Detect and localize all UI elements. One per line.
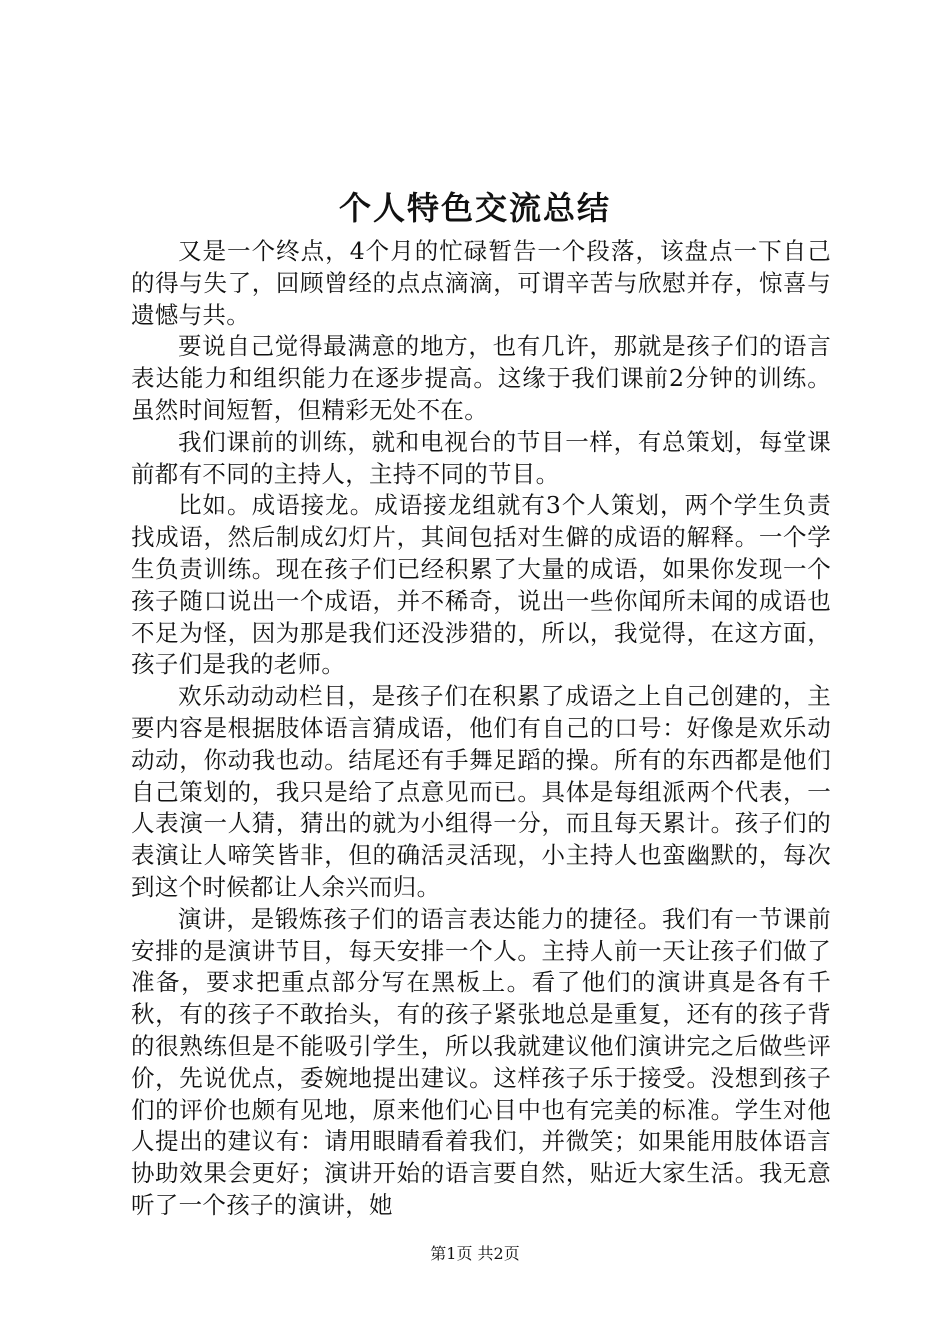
page-number-footer: 第1页 共2页 [430,1244,520,1263]
paragraph: 比如。成语接龙。成语接龙组就有3个人策划，两个学生负责找成语，然后制成幻灯片，其间包括对生僻的成语的解释。一个学生负责训练。现在孩子们已经积累了大量的成语，如果你发现一个孩子随口说出一个成语，并不稀奇，说出一些你闻所未闻的成语也不足为怪，因为那是我们还没涉猎的，所以，我觉得，在这方面，孩子们是我的老师。 [131,491,831,679]
paragraph: 又是一个终点，4个月的忙碌暂告一个段落，该盘点一下自己的得与失了，回顾曾经的点点滴滴，可谓辛苦与欣慰并存，惊喜与遗憾与共。 [131,237,831,329]
paragraph: 我们课前的训练，就和电视台的节目一样，有总策划，每堂课前都有不同的主持人，主持不同的节目。 [131,427,831,488]
paragraph: 要说自己觉得最满意的地方，也有几许，那就是孩子们的语言表达能力和组织能力在逐步提高。这缘于我们课前2分钟的训练。虽然时间短暂，但精彩无处不在。 [131,332,831,424]
document-title: 个人特色交流总结 [338,189,611,227]
paragraph: 欢乐动动动栏目，是孩子们在积累了成语之上自己创建的，主要内容是根据肢体语言猜成语，他们有自己的口号：好像是欢乐动动动，你动我也动。结尾还有手舞足蹈的操。所有的东西都是他们自己策划的，我只是给了点意见而已。具体是每组派两个代表，一人表演一人猜，猜出的就为小组得一分，而且每天累计。孩子们的表演让人啼笑皆非，但的确活灵活现，小主持人也蛮幽默的，每次到这个时候都让人余兴而归。 [131,682,831,901]
paragraph: 演讲，是锻炼孩子们的语言表达能力的捷径。我们有一节课前安排的是演讲节目，每天安排一个人。主持人前一天让孩子们做了准备，要求把重点部分写在黑板上。看了他们的演讲真是各有千秋，有的孩子不敢抬头，有的孩子紧张地总是重复，还有的孩子背的很熟练但是不能吸引学生，所以我就建议他们演讲完之后做些评价，先说优点，委婉地提出建议。这样孩子乐于接受。没想到孩子们的评价也颇有见地，原来他们心目中也有完美的标准。学生对他人提出的建议有：请用眼睛看着我们，并微笑；如果能用肢体语言协助效果会更好；演讲开始的语言要自然，贴近大家生活。我无意听了一个孩子的演讲，她 [131,904,831,1219]
document-body [131,236,831,1222]
